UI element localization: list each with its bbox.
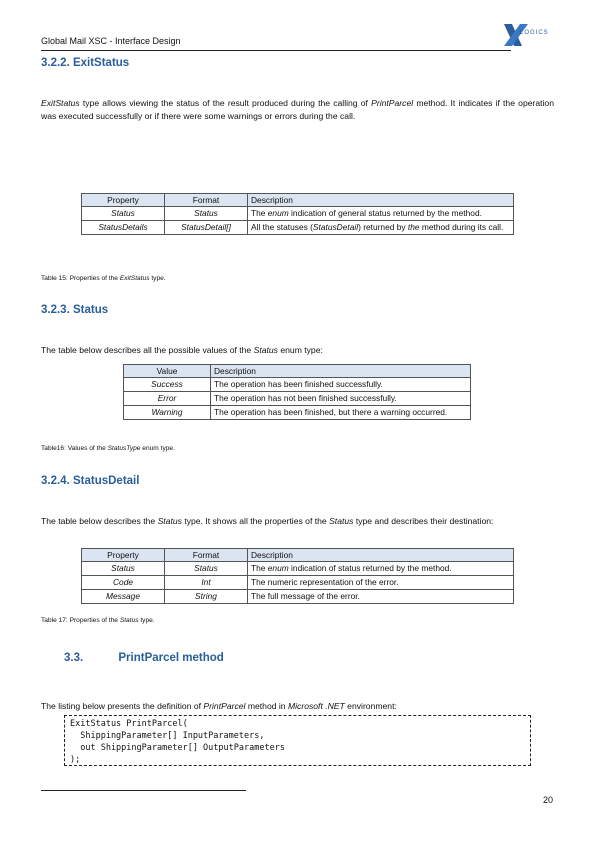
cell-format: Status (165, 207, 248, 221)
heading-number: 3.3. (64, 652, 84, 664)
table-row (82, 590, 514, 604)
section-heading-status: 3.2.3. Status (41, 304, 109, 316)
table-row (124, 378, 471, 392)
table-header-row (124, 365, 471, 378)
col-header: Description (248, 549, 514, 562)
section-heading-statusdetail: 3.2.4. StatusDetail (41, 475, 140, 487)
cell-property: Code (82, 576, 165, 590)
col-header: Description (211, 365, 471, 378)
document-header-title: Global Mail XSC - Interface Design (41, 36, 181, 46)
cell-description: The operation has been finished, but there a warning occurred. (211, 406, 471, 420)
cell-description: The numeric representation of the error. (248, 576, 514, 590)
table-caption: Table 17: Properties of the Status type. (41, 617, 155, 624)
col-header: Format (165, 549, 248, 562)
cell-value: Success (124, 378, 211, 392)
header-rule (41, 50, 511, 51)
cell-property: Status (82, 207, 165, 221)
cell-format: String (165, 590, 248, 604)
col-header: Format (165, 194, 248, 207)
cell-property: StatusDetails (82, 221, 165, 235)
exitstatus-paragraph: ExitStatus type allows viewing the status of the result produced during the calling of PrintParcel method. It indicates if the operation was executed successfully or if there were some warnings or errors during the call. (41, 98, 554, 121)
cell-value: Error (124, 392, 211, 406)
status-values-table (123, 364, 471, 420)
cell-format: StatusDetail[] (165, 221, 248, 235)
statusdetail-properties-table (81, 548, 514, 604)
table-row (124, 406, 471, 420)
cell-description: The operation has not been finished successfully. (211, 392, 471, 406)
cell-format: Int (165, 576, 248, 590)
logo-text: LOGICS (520, 30, 549, 36)
cell-description: All the statuses (StatusDetail) returned by the method during its call. (248, 221, 514, 235)
page-number: 20 (542, 795, 553, 805)
col-header: Property (82, 194, 165, 207)
cell-value: Warning (124, 406, 211, 420)
exitstatus-properties-table (81, 193, 514, 235)
table-row (124, 392, 471, 406)
footer-rule (41, 790, 246, 791)
heading-text: PrintParcel method (118, 652, 224, 664)
cell-description: The operation has been finished successfully. (211, 378, 471, 392)
cell-format: Status (165, 562, 248, 576)
cell-description: The enum indication of general status returned by the method. (248, 207, 514, 221)
table-row (82, 221, 514, 235)
table-caption: Table16: Values of the StatusType enum type. (41, 445, 175, 452)
table-header-row (82, 549, 514, 562)
cell-property: Status (82, 562, 165, 576)
section-heading-exitstatus: 3.2.2. ExitStatus (41, 57, 130, 69)
section-heading-printparcel (64, 652, 224, 664)
table-row (82, 576, 514, 590)
table-caption: Table 15: Properties of the ExitStatus type. (41, 275, 166, 282)
col-header: Property (82, 549, 165, 562)
col-header: Description (248, 194, 514, 207)
table-row (82, 562, 514, 576)
code-listing: ExitStatus PrintParcel( ShippingParameter[] InputParameters, out ShippingParameter[] OutputParameters ); (64, 715, 531, 766)
printparcel-paragraph: The listing below presents the definition of PrintParcel method in Microsoft .NET environment: (41, 701, 397, 711)
status-paragraph: The table below describes all the possible values of the Status enum type: (41, 345, 323, 355)
cell-description: The full message of the error. (248, 590, 514, 604)
statusdetail-paragraph: The table below describes the Status type. It shows all the properties of the Status type and describes their destination: (41, 516, 494, 526)
cell-description: The enum indication of status returned by the method. (248, 562, 514, 576)
xlogics-logo (500, 20, 560, 52)
table-row (82, 207, 514, 221)
table-header-row (82, 194, 514, 207)
col-header: Value (124, 365, 211, 378)
cell-property: Message (82, 590, 165, 604)
